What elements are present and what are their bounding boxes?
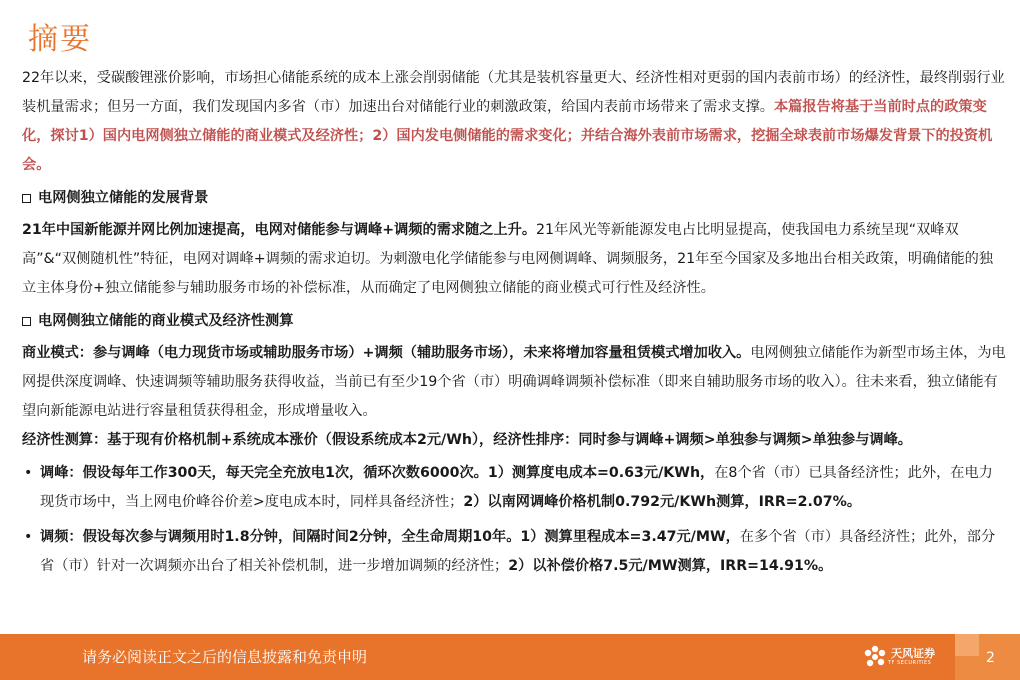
disclaimer-link[interactable]: 请务必阅读正文之后的信息披露和免责申明 (82, 648, 368, 666)
section-heading-text: 电网侧独立储能的发展背景 (38, 190, 209, 206)
background-lead: 21年中国新能源并网比例加速提高，电网对储能参与调峰+调频的需求随之上升。 (22, 222, 537, 238)
summary-body (22, 64, 1006, 587)
background-paragraph (22, 216, 1006, 303)
business-model-paragraph (22, 339, 1006, 426)
business-model-text: 电网侧独立储能作为新型市场主体，为电网提供深度调峰、快速调频等辅助服务获得收益，当前已有至少19个省（市）明确调峰调频补偿标准（即来自辅助服务市场的收入）。往未来看，独立储能有望向新能源电站进行容量租赁获得租金，形成增量收入。 (22, 345, 1006, 419)
bullet-text: 在8个省（市）已具备经济性；此外，在电力现货市场中，当上网电价峰谷价差>度电成本时，同样具备经济性； (40, 465, 993, 510)
checkbox-square-icon (22, 317, 31, 326)
logo-text: 天风证券 (891, 647, 935, 660)
economics-lead: 经济性测算：基于现有价格机制+系统成本涨价（假设系统成本2元/Wh），经济性排序：同时参与调峰+调频>单独参与调频>单独参与调峰。 (22, 432, 912, 448)
flower-logo-icon (862, 644, 888, 670)
bullet-bold: 调频：假设每次参与调频用时1.8分钟，间隔时间2分钟，全生命周期10年。1）测算里程成本=3.47元/MW， (40, 529, 740, 545)
list-item (22, 523, 1006, 581)
footer-bar (0, 634, 1020, 680)
corner-decoration-light (955, 634, 979, 656)
bullet-icon: • (24, 529, 33, 545)
business-model-lead: 商业模式：参与调峰（电力现货市场或辅助服务市场）+调频（辅助服务市场），未来将增加容量租赁模式增加收入。 (22, 345, 751, 361)
section-heading-business-model (22, 307, 1006, 336)
intro-paragraph (22, 64, 1006, 180)
logo-subtext: TF SECURITIES (888, 660, 932, 666)
checkbox-square-icon (22, 194, 31, 203)
economics-paragraph (22, 426, 1006, 455)
bullet-icon: • (24, 465, 33, 481)
list-item (22, 459, 1006, 517)
economics-bullet-list (22, 459, 1006, 581)
section-heading-text: 电网侧独立储能的商业模式及经济性测算 (38, 313, 294, 329)
page-title: 摘要 (28, 22, 92, 57)
intro-highlight: 本篇报告将基于当前时点的政策变化，探讨1）国内电网侧独立储能的商业模式及经济性；2）国内发电侧储能的需求变化；并结合海外表前市场需求，挖掘全球表前市场爆发背景下的投资机会。 (22, 99, 993, 173)
page-number: 2 (986, 650, 995, 666)
bullet-bold-result: 2）以南网调峰价格机制0.792元/KWh测算，IRR=2.07%。 (463, 494, 862, 510)
bullet-bold: 调峰：假设每年工作300天，每天完全充放电1次，循环次数6000次。1）测算度电成本=0.63元/KWh， (40, 465, 715, 481)
brand-logo (862, 644, 935, 670)
section-heading-background (22, 184, 1006, 213)
background-text: 21年风光等新能源发电占比明显提高，使我国电力系统呈现“双峰双高”&“双侧随机性”特征，电网对调峰+调频的需求迫切。为刺激电化学储能参与电网侧调峰、调频服务，21年至今国家及多地出台相关政策，明确储能的独立主体身份+独立储能参与辅助服务市场的补偿标准，从而确定了电网侧独立储能的商业模式可行性及经济性。 (22, 222, 994, 296)
bullet-text: 在多个省（市）具备经济性；此外，部分省（市）针对一次调频亦出台了相关补偿机制，进一步增加调频的经济性； (40, 529, 996, 574)
intro-text: 22年以来，受碳酸锂涨价影响，市场担心储能系统的成本上涨会削弱储能（尤其是装机容量更大、经济性相对更弱的国内表前市场）的经济性，最终削弱行业装机量需求；但另一方面，我们发现国内多省（市）加速出台对储能行业的刺激政策，给国内表前市场带来了需求支撑。 (22, 70, 1005, 115)
bullet-bold-result: 2）以补偿价格7.5元/MW测算，IRR=14.91%。 (508, 558, 833, 574)
